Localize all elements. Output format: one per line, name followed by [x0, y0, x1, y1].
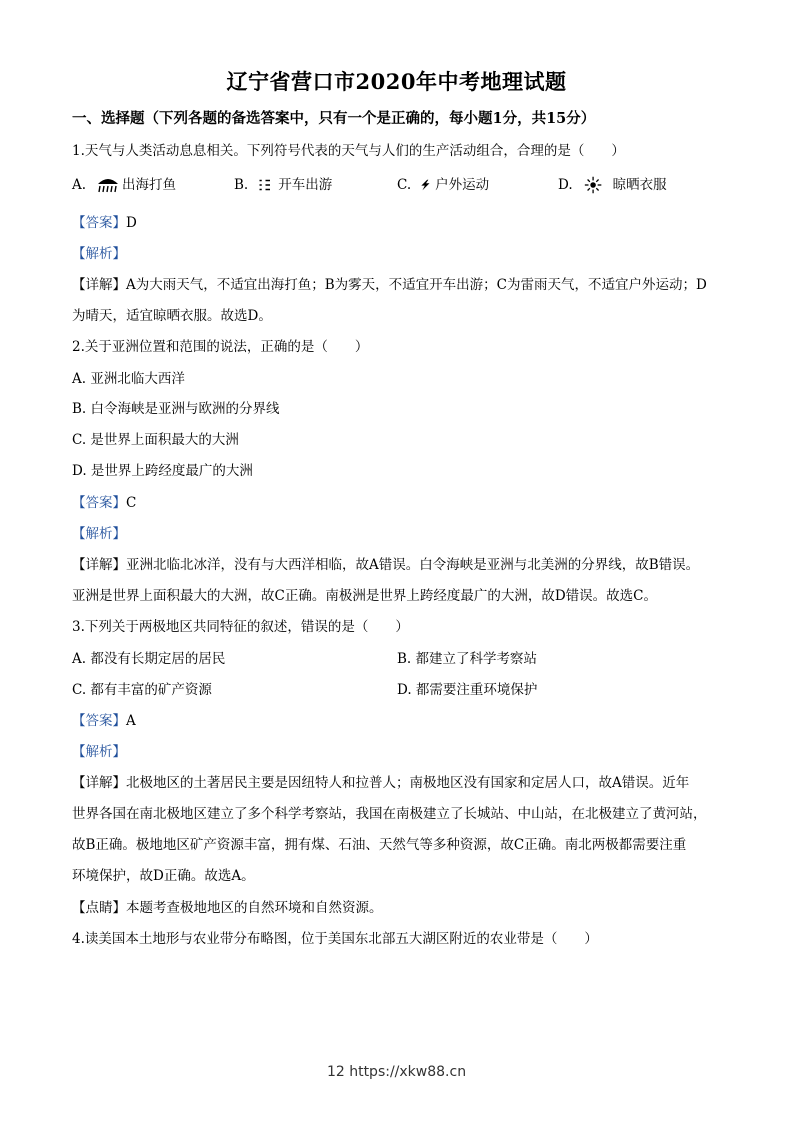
- q3-answer: [72, 712, 136, 730]
- thunderstorm-icon: [419, 176, 433, 194]
- q1-option-c: [397, 176, 489, 194]
- q2-option-a: A. 亚洲北临大西洋: [72, 371, 185, 387]
- page-footer: 12 https://xkw88.cn: [326, 1064, 467, 1080]
- q3-detail-line-3: 故B正确。极地地区矿产资源丰富，拥有煤、石油、天然气等多种资源，故C正确。南北两极都需要注重: [72, 837, 687, 853]
- question-1-stem: 1.天气与人类活动息息相关。下列符号代表的天气与人们的生产活动组合，合理的是（ ）: [72, 143, 625, 159]
- q3-detail-line-2: 世界各国在南北极地区建立了多个科学考察站，我国在南极建立了长城站、中山站，在北极建立了黄河站，: [72, 806, 707, 822]
- page-title: 辽宁省营口市2020年中考地理试题: [226, 69, 567, 94]
- answer-label: 【答案】: [72, 713, 126, 729]
- q1-option-d: [558, 176, 667, 194]
- answer-value: C: [126, 495, 137, 511]
- q3-option-b: B. 都建立了科学考察站: [397, 651, 538, 667]
- question-3-stem: 3.下列关于两极地区共同特征的叙述，错误的是（ ）: [72, 619, 409, 635]
- q3-detail-line-1: 【详解】北极地区的土著居民主要是因纽特人和拉普人；南极地区没有国家和定居人口，故A错误。近年: [72, 775, 690, 791]
- q2-analysis-label: 【解析】: [72, 526, 126, 542]
- q2-option-b: B. 白令海峡是亚洲与欧洲的分界线: [72, 401, 280, 417]
- q1-detail-line-2: 为晴天，适宜晾晒衣服。故选D。: [72, 308, 272, 324]
- q2-option-d: D. 是世界上跨经度最广的大洲: [72, 463, 253, 479]
- option-text: 出海打鱼: [122, 177, 177, 193]
- option-letter: C.: [397, 177, 412, 193]
- q3-option-c: C. 都有丰富的矿产资源: [72, 682, 212, 698]
- q1-analysis-label: 【解析】: [72, 246, 126, 262]
- option-text: 开车出游: [278, 177, 333, 193]
- q3-analysis-label: 【解析】: [72, 744, 126, 760]
- q2-detail-line-1: 【详解】亚洲北临北冰洋，没有与大西洋相临，故A错误。白令海峡是亚洲与北美洲的分界线，故B错误。: [72, 557, 700, 573]
- option-letter: A.: [72, 177, 87, 193]
- q3-comment: 【点睛】本题考查极地地区的自然环境和自然资源。: [72, 900, 383, 916]
- q1-option-a: [72, 176, 176, 194]
- q1-option-b: [234, 176, 332, 194]
- q2-option-c: C. 是世界上面积最大的大洲: [72, 432, 239, 448]
- q3-option-a: A. 都没有长期定居的居民: [72, 651, 226, 667]
- q2-detail-line-2: 亚洲是世界上面积最大的大洲，故C正确。南极洲是世界上跨经度最广的大洲，故D错误。故选C。: [72, 588, 657, 604]
- answer-value: A: [126, 713, 136, 729]
- question-4-stem: 4.读美国本土地形与农业带分布略图，位于美国东北部五大湖区附近的农业带是（ ）: [72, 931, 598, 947]
- q2-answer: [72, 494, 136, 512]
- q3-option-d: D. 都需要注重环境保护: [397, 682, 538, 698]
- option-text: 户外运动: [435, 177, 490, 193]
- option-letter: B.: [234, 177, 249, 193]
- q1-detail-line-1: 【详解】A为大雨天气，不适宜出海打鱼；B为雾天，不适宜开车出游；C为雷雨天气，不适宜户外运动；D: [72, 277, 707, 293]
- answer-label: 【答案】: [72, 495, 126, 511]
- fog-icon: [258, 176, 276, 194]
- answer-value: D: [126, 215, 137, 231]
- question-2-stem: 2.关于亚洲位置和范围的说法，正确的是（ ）: [72, 339, 369, 355]
- answer-label: 【答案】: [72, 215, 126, 231]
- option-text: 晾晒衣服: [612, 177, 667, 193]
- q1-answer: [72, 214, 137, 232]
- section-heading: 一、选择题（下列各题的备选答案中，只有一个是正确的，每小题1分，共15分）: [72, 110, 596, 127]
- sunny-icon: [583, 176, 605, 194]
- heavy-rain-icon: [96, 176, 120, 194]
- q3-detail-line-4: 环境保护，故D正确。故选A。: [72, 868, 255, 884]
- option-letter: D.: [558, 177, 573, 193]
